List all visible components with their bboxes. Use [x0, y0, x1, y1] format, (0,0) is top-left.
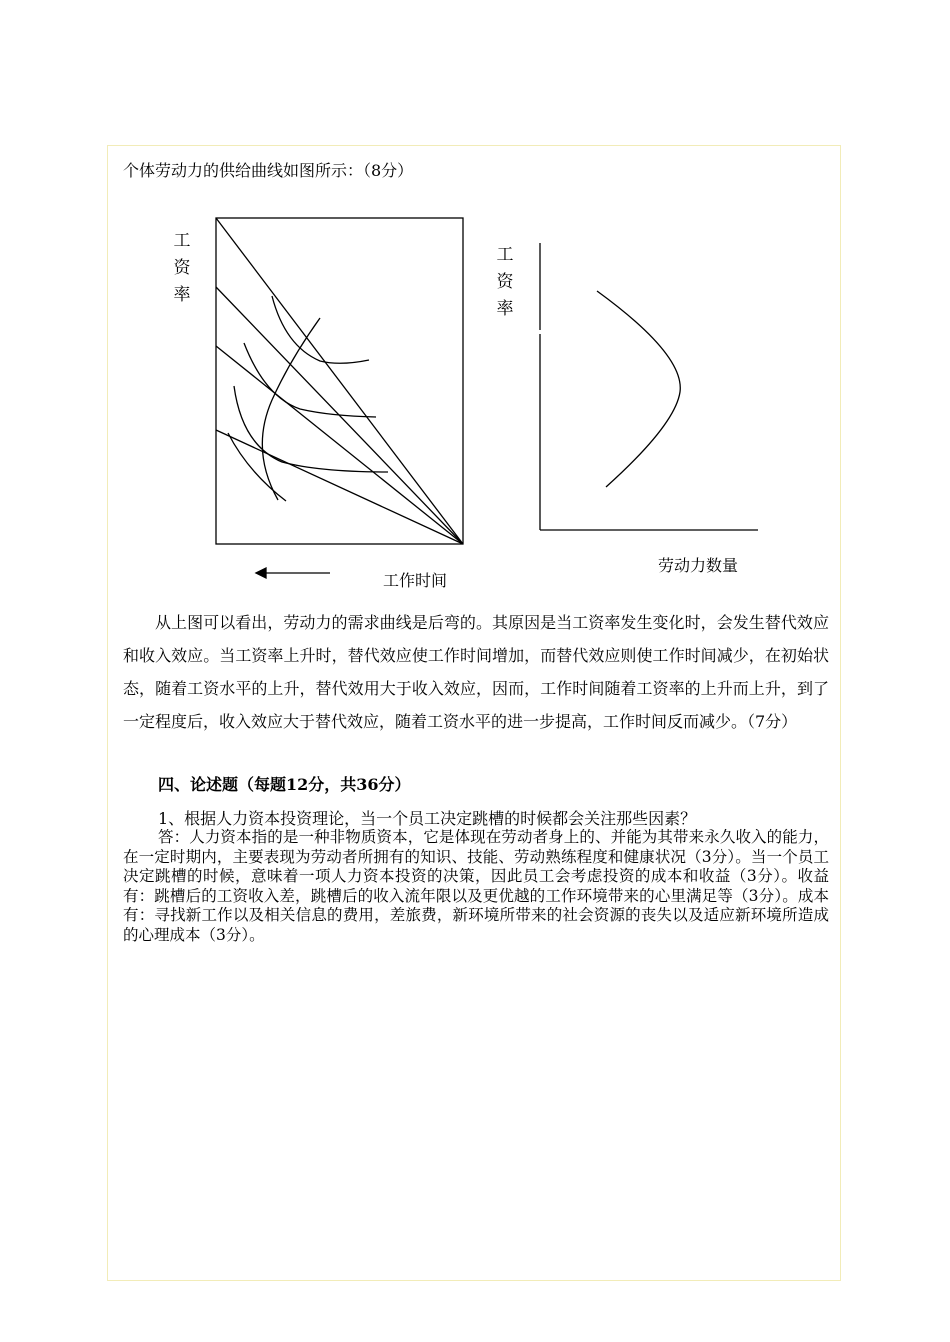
indifference-curve-3 — [234, 386, 388, 472]
figure2-y-label: 工 资 率 — [496, 245, 514, 319]
figure1-y-label: 工 资 率 — [173, 231, 191, 305]
indifference-curve-1 — [272, 296, 369, 363]
section-heading: 四、论述题（每题12分，共36分） — [158, 775, 411, 794]
indifference-curve-2 — [244, 343, 376, 417]
budget-line-1 — [216, 218, 463, 544]
figure1-supply-curve — [262, 318, 320, 500]
figure1-x-label: 工作时间 — [383, 571, 448, 590]
figure-intro-text: 个体劳动力的供给曲线如图所示：（8分） — [123, 161, 414, 180]
question-1: 1、根据人力资本投资理论，当一个员工决定跳槽的时候都会关注那些因素？ — [158, 809, 697, 828]
arrowhead — [256, 568, 266, 578]
figure2-x-label: 劳动力数量 — [658, 556, 739, 575]
answer-1: 答：人力资本指的是一种非物质资本，它是体现在劳动者身上的、并能为其带来永久收入的能力，在一定时期内，主要表现为劳动者所拥有的知识、技能、劳动熟练程度和健康状况（3分）。当一个员工决定跳槽的时候，意味着一项人力资本投资的决策，因此员工会考虑投资的成本和收益（3分）。收益有：跳槽后的工资收入差，跳槽后的收入流年限以及更优越的工作环境带来的心里满足等（3分）。成本有：寻找新工作以及相关信息的费用，差旅费，新环境所带来的社会资源的丧失以及适应新环境所造成的心理成本（3分）。 — [123, 828, 829, 944]
explanation-paragraph: 从上图可以看出，劳动力的需求曲线是后弯的。其原因是当工资率发生变化时，会发生替代效应和收入效应。当工资率上升时，替代效应使工作时间增加，而替代效应则使工作时间减少，在初始状态，随着工资水平的上升，替代效用大于收入效应，因而，工作时间随着工资率的上升而上升，到了一定程度后，收入效应大于替代效应，随着工资水平的进一步提高，工作时间反而减少。（7分） — [123, 613, 829, 731]
figure2-supply-curve — [597, 291, 680, 487]
budget-line-3 — [216, 346, 463, 544]
budget-line-4 — [216, 430, 463, 544]
